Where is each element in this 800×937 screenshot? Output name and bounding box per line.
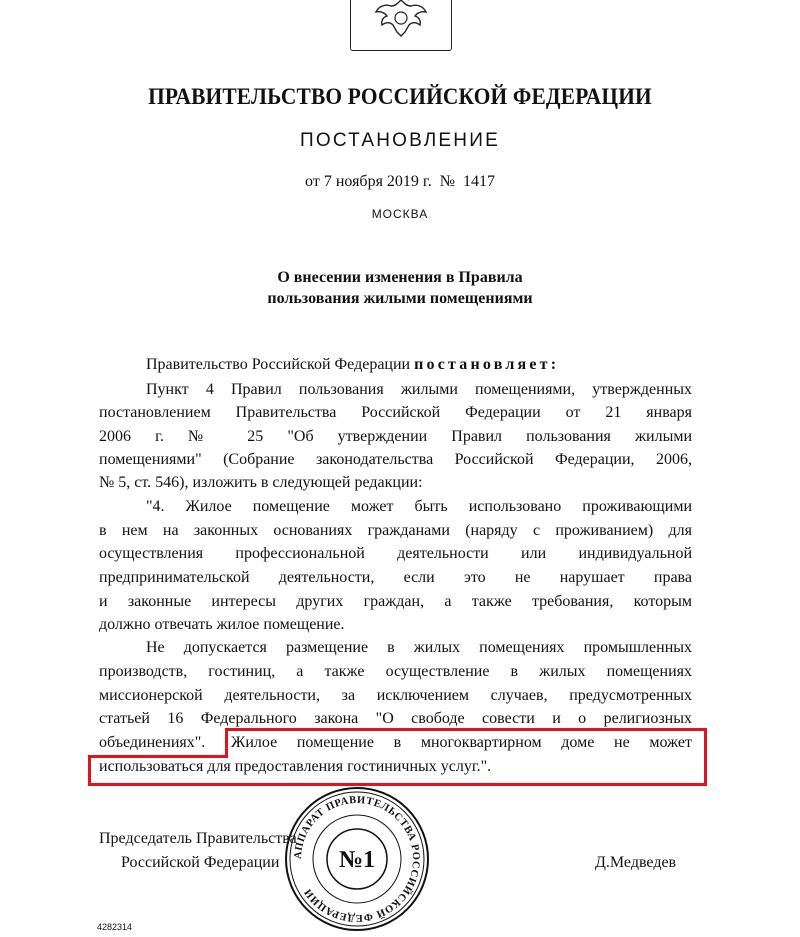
government-title: ПРАВИТЕЛЬСТВО РОССИЙСКОЙ ФЕДЕРАЦИИ [148,84,652,109]
decrees-word: постановляет: [414,356,560,373]
document-number: 4282314 [97,922,133,932]
highlight-box-bottom [88,756,707,786]
signatory-name: Д.Медведев [595,854,677,871]
paragraph-1-line: помещениями" (Собрание законодательства Российской Федерации, 2006, [99,451,692,468]
paragraph-1-line: 2006 г. № 25 "Об утверждении Правил пользования жилыми [99,428,692,445]
paragraph-2-line: предпринимательской деятельности, если это не нарушает права [99,569,692,586]
decrees-line [146,355,559,375]
highlight-box-step-vertical [225,728,228,758]
stamp-outer-text: АППАРАТ ПРАВИТЕЛЬСТВА РОССИЙСКОЙ ФЕДЕРАЦИИ [292,794,422,924]
subject-line-1: О внесении изменения в Правила [277,269,523,286]
emblem-frame [350,0,452,51]
paragraph-3-end: объединениях". [99,734,206,751]
russian-coat-of-arms-icon [367,0,435,38]
paragraph-1-line: Пункт 4 Правил пользования жилыми помещениями, утвержденных [146,381,692,398]
highlighted-line-1: Жилое помещение в многоквартирном доме не может [231,734,692,751]
paragraph-2-line: должно отвечать жилое помещение. [99,616,345,633]
document-type: ПОСТАНОВЛЕНИЕ [300,130,500,151]
paragraph-3-line: Не допускается размещение в жилых помещениях промышленных [146,639,692,656]
official-stamp [283,785,431,933]
paragraph-2-line: осуществления профессиональной деятельности или индивидуальной [99,545,692,562]
paragraph-1-line: № 5, ст. 546), изложить в следующей редакции: [99,474,423,491]
paragraph-3-line: статьей 16 Федерального закона "О свободе совести и о религиозных [99,710,692,727]
highlighted-line-2: использоваться для предоставления гостиничных услуг.". [99,758,492,775]
paragraph-2-line: "4. Жилое помещение может быть использовано проживающими [146,498,692,515]
signatory-position-1: Председатель Правительства [99,830,297,847]
paragraph-2-line: в нем на законных основаниях гражданами (наряду с проживанием) для [99,522,692,539]
signatory-position-2: Российской Федерации [121,854,280,871]
paragraph-1-line: постановлением Правительства Российской Федерации от 21 января [99,404,692,421]
decree-date-number: от 7 ноября 2019 г. № 1417 [305,173,495,190]
decree-subject [0,267,800,309]
decrees-lead: Правительство Российской Федерации [146,356,415,373]
highlight-box-top [225,728,707,758]
paragraph-2-line: и законные интересы других граждан, а также требования, которым [99,593,692,610]
subject-line-2: пользования жилыми помещениями [267,290,533,307]
stamp-number: №1 [338,847,376,873]
paragraph-3-line: миссионерской деятельности, за исключением случаев, предусмотренных [99,687,692,704]
city: МОСКВА [371,207,429,221]
highlight-box-step [88,755,228,758]
paragraph-3-line: производств, гостиниц, а также осуществление в жилых помещениях [99,663,692,680]
